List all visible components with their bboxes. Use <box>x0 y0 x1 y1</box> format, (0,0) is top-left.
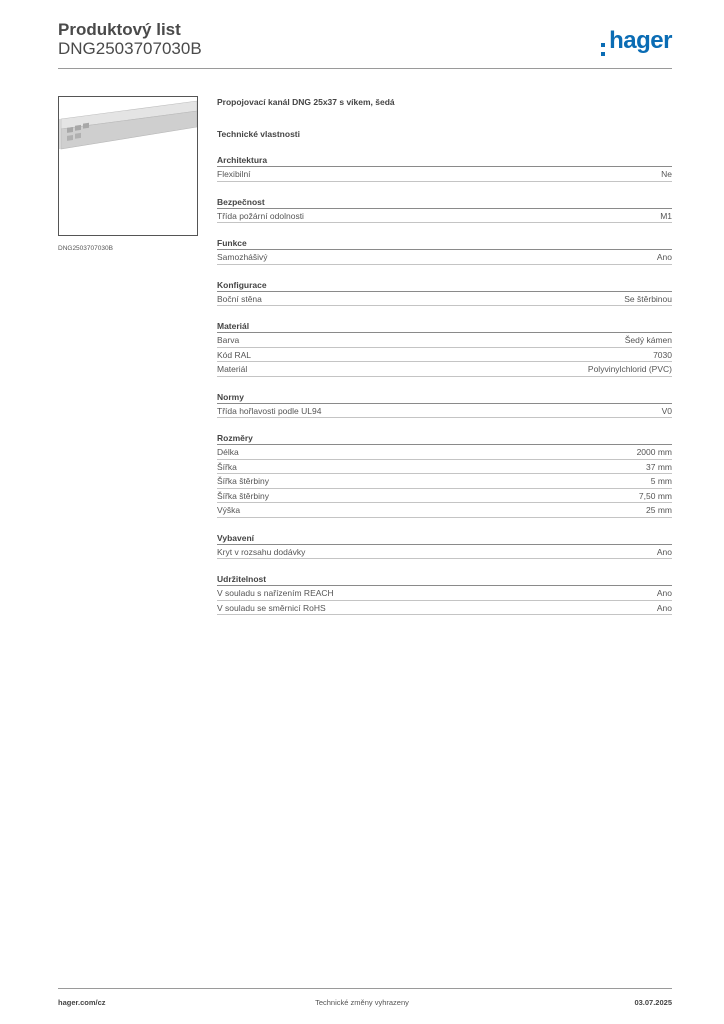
section-title: Normy <box>217 391 672 404</box>
spec-section <box>217 391 672 419</box>
footer-date: 03.07.2025 <box>634 998 672 1007</box>
spec-label: Šířka štěrbiny <box>217 476 269 486</box>
spec-section <box>217 196 672 224</box>
spec-label: Šířka štěrbiny <box>217 490 269 501</box>
spec-row <box>217 586 672 601</box>
spec-section <box>217 279 672 307</box>
spec-row <box>217 250 672 265</box>
spec-value: 25 mm <box>646 505 672 515</box>
spec-row <box>217 601 672 616</box>
spec-label: Kód RAL <box>217 349 252 360</box>
spec-label: V souladu se směrnicí RoHS <box>217 602 326 613</box>
spec-row <box>217 445 672 460</box>
technical-specs <box>217 96 672 615</box>
footer-notice: Technické změny vyhrazeny <box>315 998 409 1007</box>
spec-label: Flexibilní <box>217 169 251 179</box>
image-caption: DNG2503707030B <box>58 245 113 252</box>
spec-row <box>217 489 672 504</box>
spec-value: Se štěrbinou <box>624 293 672 304</box>
product-name: Propojovací kanál DNG 25x37 s víkem, šedá <box>217 97 395 107</box>
spec-row <box>217 460 672 475</box>
spec-row <box>217 503 672 518</box>
spec-value: M1 <box>660 210 672 221</box>
spec-value: Ano <box>656 602 672 613</box>
spec-label: Třída požární odolnosti <box>217 210 304 221</box>
spec-row <box>217 348 672 363</box>
spec-sections <box>217 154 672 615</box>
section-title: Vybavení <box>217 532 672 545</box>
section-title: Konfigurace <box>217 279 672 292</box>
header-divider <box>58 68 672 69</box>
spec-value: 5 mm <box>650 476 672 486</box>
footer-website: hager.com/cz <box>58 998 106 1007</box>
logo-dots-icon <box>601 43 607 56</box>
spec-label: Třída hořlavosti podle UL94 <box>217 405 322 416</box>
spec-label: Boční stěna <box>217 293 262 304</box>
spec-value: Polyvinylchlorid (PVC) <box>587 364 672 374</box>
spec-value: Ano <box>656 546 672 557</box>
spec-section <box>217 320 672 377</box>
spec-value: Ano <box>656 252 672 262</box>
product-image <box>58 96 198 236</box>
spec-value: 7030 <box>653 349 672 360</box>
section-title: Materiál <box>217 320 672 333</box>
spec-row <box>217 167 672 182</box>
spec-value: 37 mm <box>646 461 672 472</box>
spec-section <box>217 573 672 615</box>
spec-section <box>217 532 672 560</box>
spec-value: Šedý kámen <box>624 335 672 345</box>
spec-label: V souladu s nařízením REACH <box>217 588 334 598</box>
spec-value: 2000 mm <box>636 447 672 457</box>
spec-value: Ne <box>661 169 672 179</box>
spec-row <box>217 545 672 560</box>
section-title: Udržitelnost <box>217 573 672 586</box>
spec-label: Délka <box>217 447 239 457</box>
product-code: DNG2503707030B <box>58 39 202 58</box>
section-title: Rozměry <box>217 432 672 445</box>
spec-label: Šířka <box>217 461 237 472</box>
cable-duct-image <box>59 97 197 235</box>
section-title: Architektura <box>217 154 672 167</box>
spec-row <box>217 474 672 489</box>
spec-section <box>217 432 672 518</box>
spec-value: Ano <box>656 588 672 598</box>
spec-row <box>217 209 672 224</box>
spec-label: Materiál <box>217 364 248 374</box>
hager-logo <box>601 28 672 56</box>
spec-row <box>217 362 672 377</box>
page-title: Produktový list <box>58 20 181 39</box>
spec-value: 7,50 mm <box>638 490 672 501</box>
spec-label: Barva <box>217 335 240 345</box>
footer-divider <box>58 988 672 989</box>
spec-label: Samozhášivý <box>217 252 268 262</box>
spec-row <box>217 404 672 419</box>
section-title: Funkce <box>217 237 672 250</box>
spec-section <box>217 237 672 265</box>
spec-row <box>217 292 672 307</box>
tech-properties-heading: Technické vlastnosti <box>217 129 300 139</box>
spec-section <box>217 154 672 182</box>
spec-label: Kryt v rozsahu dodávky <box>217 546 306 557</box>
spec-label: Výška <box>217 505 241 515</box>
logo-text: hager <box>609 27 672 54</box>
section-title: Bezpečnost <box>217 196 672 209</box>
spec-value: V0 <box>661 405 672 416</box>
spec-row <box>217 333 672 348</box>
